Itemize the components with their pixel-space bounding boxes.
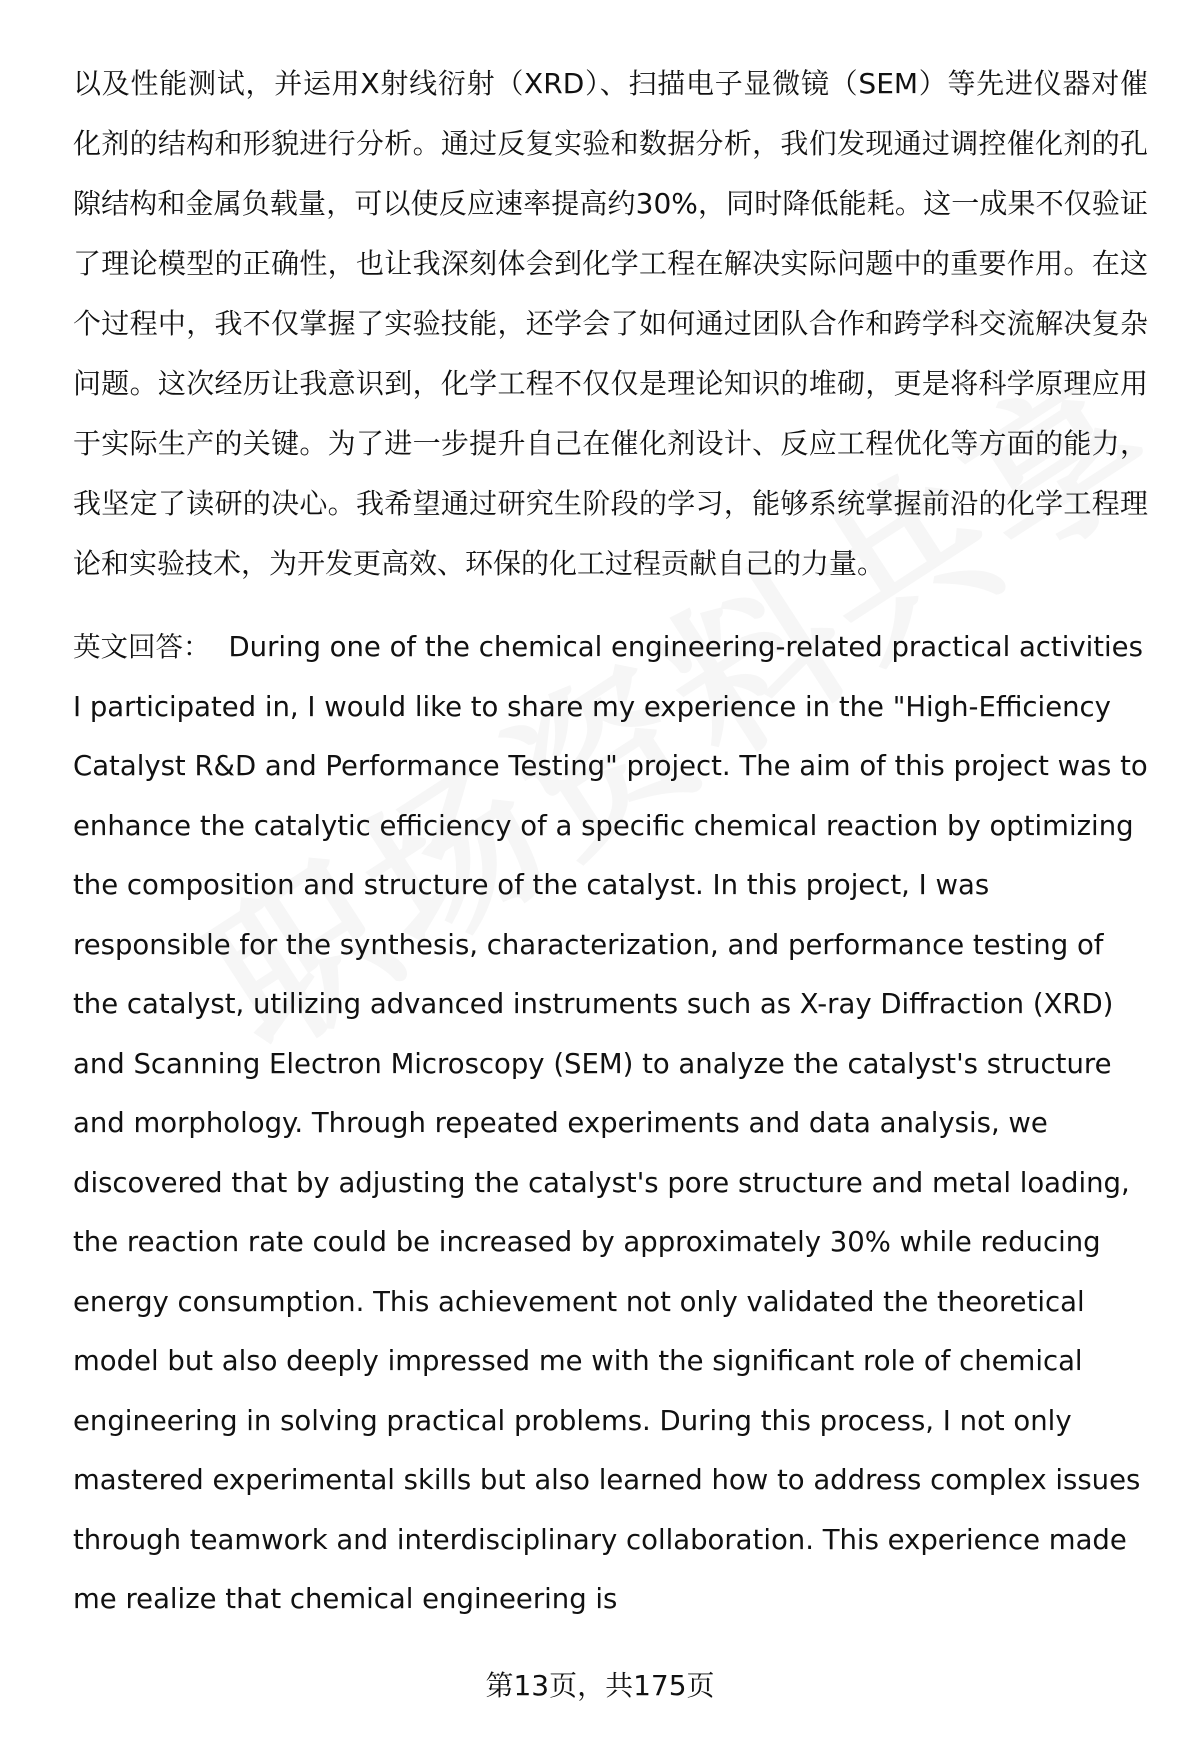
english-answer-label: 英文回答：: [73, 631, 211, 663]
english-answer-text: During one of the chemical engineering-related practical activities I participated in, I would like to share my experience in the "High-Efficiency Catalyst R&D and Performance Testing" project. The aim of this project was to enhance the catalytic efficiency of a specific chemical reaction by optimizing the composition and structure of the catalyst. In this project, I was responsible for the synthesis, characterization, and performance testing of the catalyst, utilizing advanced instruments such as X-ray Diffraction (XRD) and Scanning Electron Microscopy (SEM) to analyze the catalyst's structure and morphology. Through repeated experiments and data analysis, we discovered that by adjusting the catalyst's pore structure and metal loading, the reaction rate could be increased by approximately 30% while reducing energy consumption. This achievement not only validated the theoretical model but also deeply impressed me with the significant role of chemical engineering in solving practical problems. During this process, I not only mastered experimental skills but also learned how to address complex issues through teamwork and interdisciplinary collaboration. This experience made me realize that chemical engineering is: [73, 631, 1148, 1615]
document-body: [73, 54, 1148, 1630]
chinese-answer-paragraph: 以及性能测试，并运用X射线衍射（XRD）、扫描电子显微镜（SEM）等先进仪器对催化剂的结构和形貌进行分析。通过反复实验和数据分析，我们发现通过调控催化剂的孔隙结构和金属负载量，可以使反应速率提高约30%，同时降低能耗。这一成果不仅验证了理论模型的正确性，也让我深刻体会到化学工程在解决实际问题中的重要作用。在这个过程中，我不仅掌握了实验技能，还学会了如何通过团队合作和跨学科交流解决复杂问题。这次经历让我意识到，化学工程不仅仅是理论知识的堆砌，更是将科学原理应用于实际生产的关键。为了进一步提升自己在催化剂设计、反应工程优化等方面的能力，我坚定了读研的决心。我希望通过研究生阶段的学习，能够系统掌握前沿的化学工程理论和实验技术，为开发更高效、环保的化工过程贡献自己的力量。: [73, 67, 1148, 580]
page-number: 第13页，共175页: [485, 1669, 715, 1702]
english-answer-paragraph: [73, 618, 1148, 1630]
